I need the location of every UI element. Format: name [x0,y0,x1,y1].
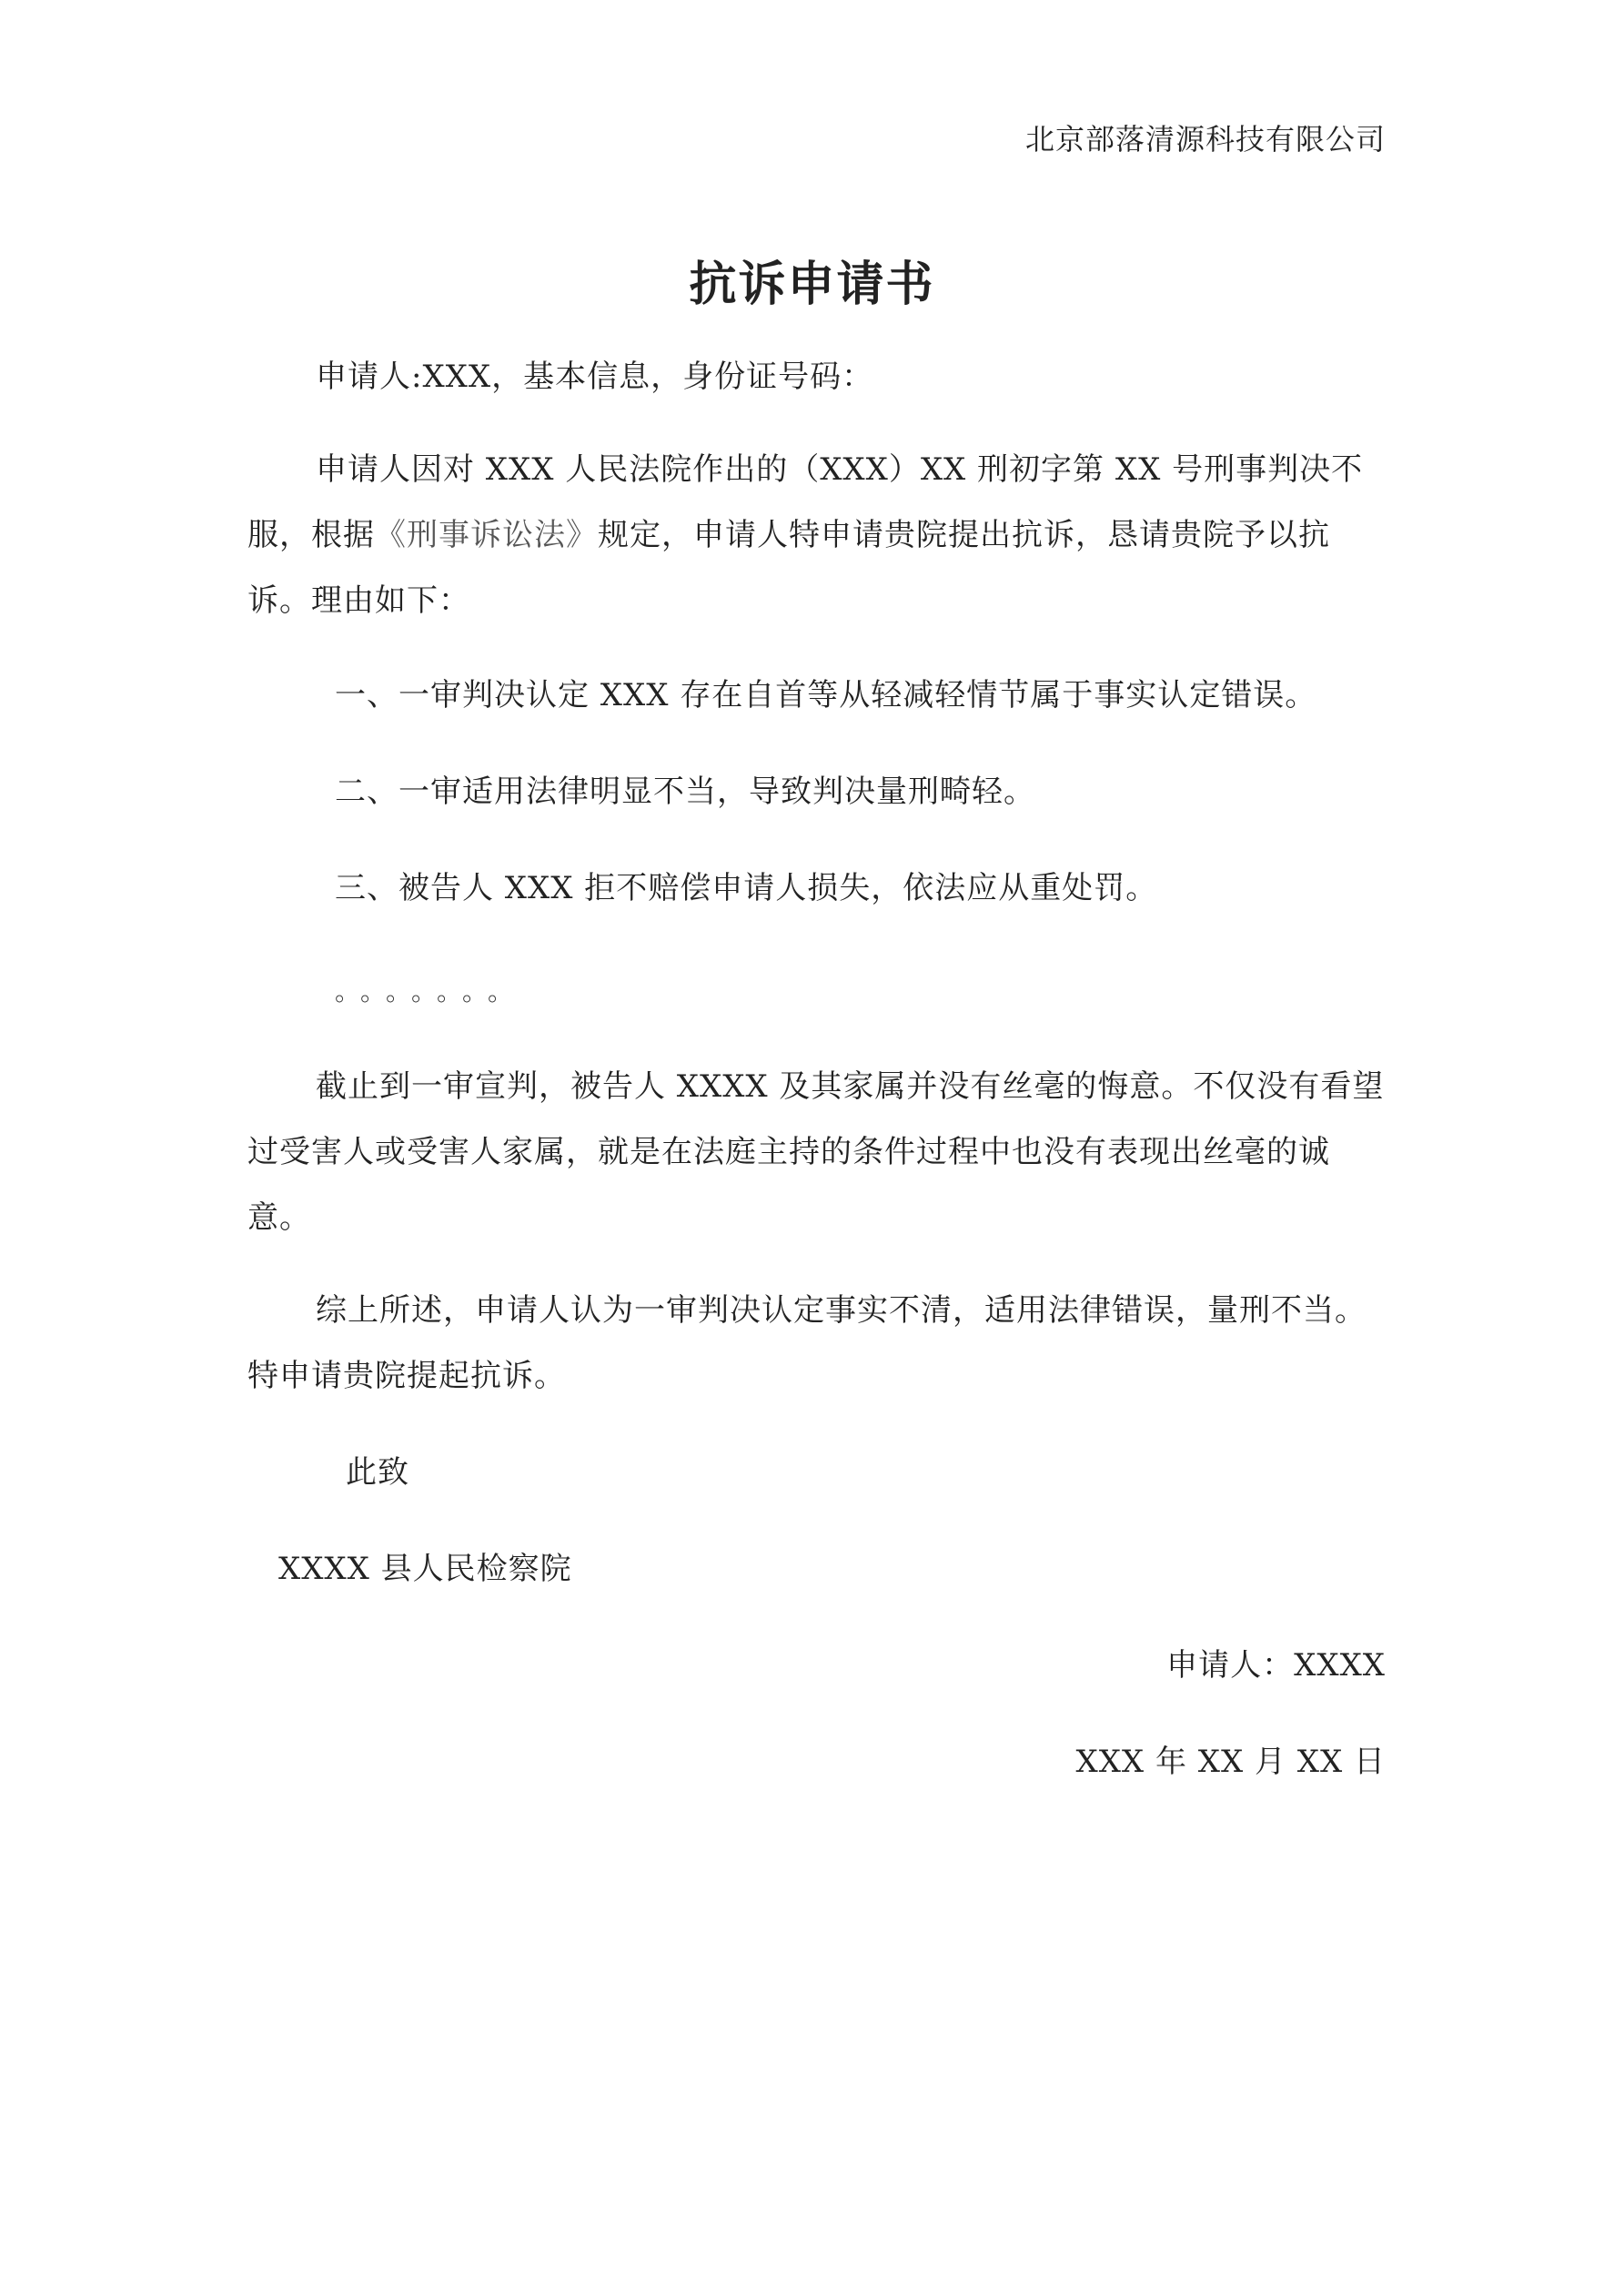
summary-paragraph: 综上所述，申请人认为一审判决认定事实不清，适用法律错误，量刑不当。特申请贵院提起抗诉。 [247,1292,1367,1394]
reason-item-3: 三、被告人 XXX 拒不赔偿申请人损失，依法应从重处罚。 [335,870,1158,906]
remorse-paragraph: 截止到一审宣判，被告人 XXXX 及其家属并没有丝毫的悔意。不仅没有看望过受害人或受害人家属，就是在法庭主持的条件过程中也没有表现出丝毫的诚意。 [247,1068,1385,1236]
company-header: 北京部落清源科技有限公司 [1024,122,1386,157]
reason-item-1: 一、一审判决认定 XXX 存在自首等从轻减轻情节属于事实认定错误。 [335,677,1317,713]
applicant-line: 申请人:XXX，基本信息，身份证号码： [316,359,874,395]
document-title: 抗诉申请书 [689,257,935,312]
intro-text-part2: 规定，申请人特申请贵院提出抗诉，恳请贵院予以抗诉。理由如下： [247,517,1330,619]
applicant-signature: 申请人：XXXX [1166,1647,1386,1684]
law-reference: 《刑事诉讼法》 [375,517,598,553]
recipient: XXXX 县人民检察院 [278,1551,572,1587]
document-date: XXX 年 XX 月 XX 日 [1075,1744,1386,1780]
salutation: 此致 [346,1454,409,1491]
reason-item-2: 二、一审适用法律明显不当，导致判决量刑畸轻。 [335,774,1035,810]
intro-paragraph [247,437,1387,633]
intro-text-part1: 申请人因对 XXX 人民法院作出的（XXX）XX 刑初字第 XX 号刑事判决不服，根据 [247,451,1364,553]
ellipsis-marks: 。。。。。。。 [335,976,527,1006]
